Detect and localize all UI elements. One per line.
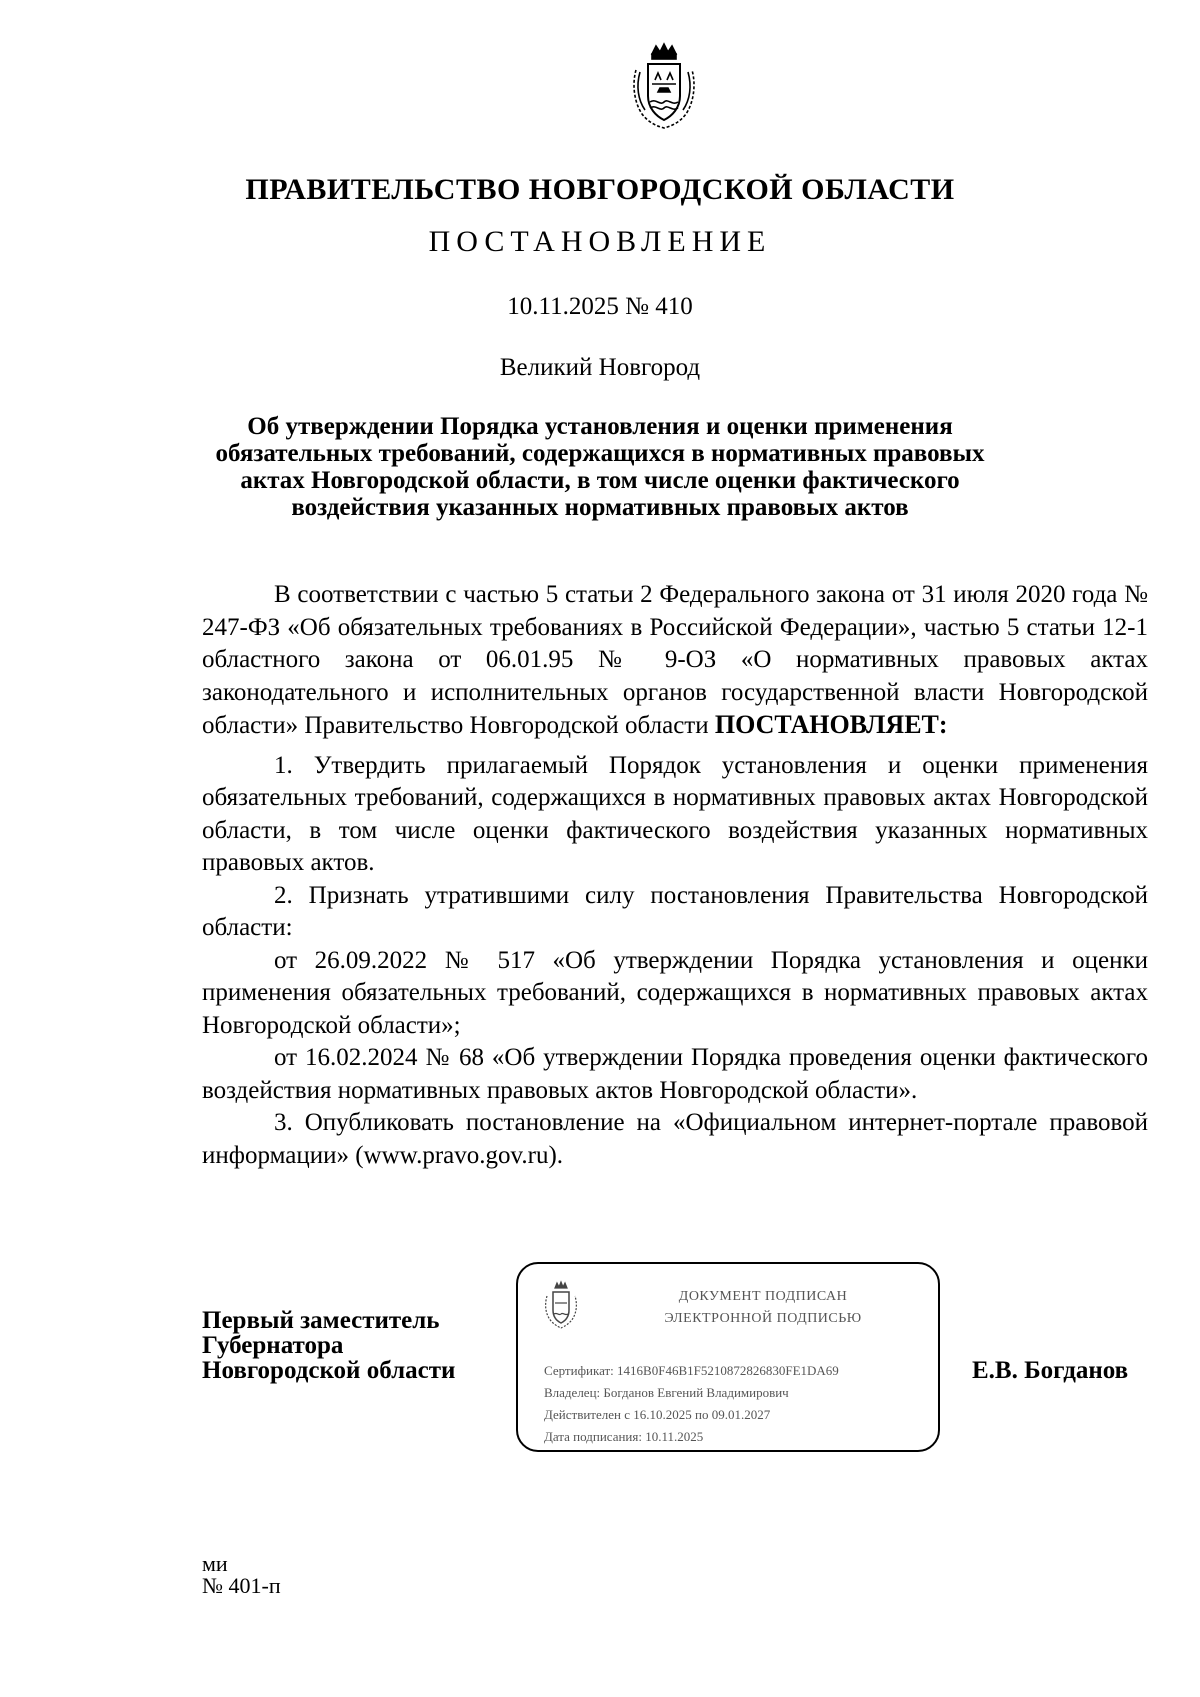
stamp-details [544,1360,839,1448]
signer-name: Е.В. Богданов [972,1357,1129,1384]
item-1-paragraph: 1. Утвердить прилагаемый Порядок установления и оценки применения обязательных требований, содержащихся в нормативных правовых актах Новгородской области, в том числе оценки фактического воздействия указанных нормативных правовых актов. [202,751,1148,876]
item-3-paragraph: 3. Опубликовать постановление на «Официальном интернет-портале правовой информации» (www.pravo.gov.ru). [202,1109,1148,1169]
stamp-validity: Действителен с 16.10.2025 по 09.01.2027 [544,1407,771,1422]
stamp-heading-line: ЭЛЕКТРОННОЙ ПОДПИСЬЮ [664,1311,862,1326]
document-body [202,579,1148,1172]
coat-of-arms-emblem [628,40,700,132]
electronic-signature-stamp [516,1262,940,1452]
preamble-paragraph [202,579,1148,743]
signer-position-line: Губернатора [202,1332,344,1359]
document-date-number: 10.11.2025 № 410 [507,293,693,320]
organization-name: ПРАВИТЕЛЬСТВО НОВГОРОДСКОЙ ОБЛАСТИ [245,173,955,206]
document-city: Великий Новгород [499,354,701,381]
title-line: Об утверждении Порядка установления и оценки применения [247,413,953,440]
document-type: ПОСТАНОВЛЕНИЕ [428,225,772,258]
document-footer [202,1553,281,1597]
stamp-owner: Владелец: Богданов Евгений Владимирович [544,1385,789,1400]
document-title [180,413,1020,521]
footer-ref-number: № 401-п [202,1573,281,1598]
signer-position-line: Первый заместитель [202,1307,440,1334]
title-line: обязательных требований, содержащихся в нормативных правовых [215,440,985,467]
item-2-paragraph: 2. Признать утратившими силу постановления Правительства Новгородской области: [202,881,1148,941]
stamp-signed-date: Дата подписания: 10.11.2025 [544,1429,704,1444]
item-2b-paragraph: от 16.02.2024 № 68 «Об утверждении Порядка проведения оценки фактического воздействия нормативных правовых актов Новгородской области». [202,1044,1148,1104]
decree-word: ПОСТАНОВЛЯЕТ: [714,710,948,739]
stamp-heading-line: ДОКУМЕНТ ПОДПИСАН [678,1289,848,1304]
stamp-certificate: Сертификат: 1416B0F46B1F5210872826830FE1DA69 [544,1363,839,1378]
footer-initials: ми [202,1551,228,1576]
item-2a-paragraph: от 26.09.2022 № 517 «Об утверждении Порядка установления и оценки применения обязательных требований, содержащихся в нормативных правовых актах Новгородской области»; [202,946,1148,1039]
stamp-heading [598,1286,928,1330]
title-line: воздействия указанных нормативных правовых актов [291,494,909,521]
title-line: актах Новгородской области, в том числе оценки фактического [240,467,960,494]
preamble-text: В соответствии с частью 5 статьи 2 Федерального закона от 31 июля 2020 года № 247-ФЗ «Об обязательных требованиях в Российской Федерации», частью 5 статьи 12-1 областного закона от 06.01.95 № 9-ОЗ «О нормативных правовых актах законодательного и исполнительных органов государственной власти Новгородской области» Правительство Новгородской области [202,581,1148,739]
signer-position-line: Новгородской области [202,1357,456,1384]
stamp-emblem-icon [542,1280,580,1330]
signer-position [202,1308,455,1383]
